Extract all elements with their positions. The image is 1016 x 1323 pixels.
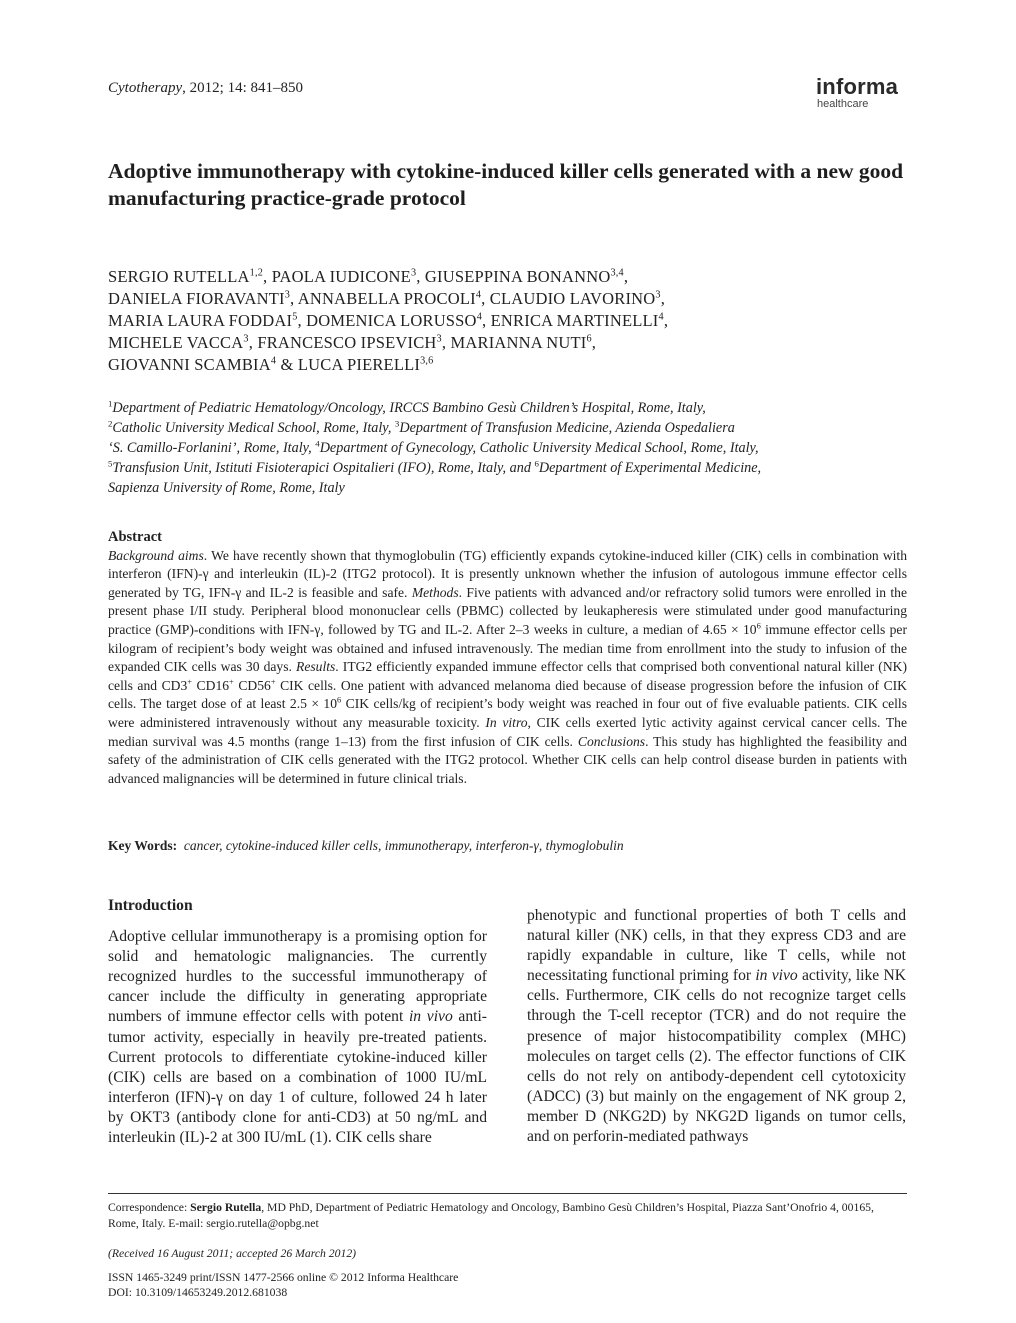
logo-sub-text: healthcare [817, 98, 869, 110]
introduction-paragraph-1-continued: phenotypic and functional properties of both T cells and natural killer (NK) cells, in that they express CD3 and are rapidly expandable in culture, like T cells, while not necessitating functional priming for in vivo activity, like NK cells. Furthermore, CIK cells do not recognize target cells through the T-cell receptor (TCR) and do not require the presence of major histocompatibility complex (MHC) molecules on target cells (2). The effector functions of CIK cells do not rely on antibody-dependent cell cytotoxicity (ADCC) (3) but mainly on the engagement of NK group 2, member D (NKG2D) by NKG2D ligands on tumor cells, and on perforin-mediated pathways [527, 907, 906, 1146]
author-list: SERGIO RUTELLA$^{1,2}$, PAOLA IUDICONE$^3$, GIUSEPPINA BONANNO$^{3,4}$, DANIELA FIORAVANTI$^3$, ANNABELLA PROCOLI$^4$, CLAUDIO LAVORINO$^3$, MARIA LAURA FODDAI$^5$, DOMENICA LORUSSO$^4$, ENRICA MARTINELLI$^4$, MICHELE VACCA$^3$, FRANCESCO IPSEVICH$^3$, MARIANNA NUTI$^6$, GIOVANNI SCAMBIA$^4$ & LUCA PIERELLI$^{3,6}$ [108, 267, 669, 374]
keywords-label: Key Words: [108, 838, 178, 853]
abstract [108, 528, 907, 788]
journal-name: Cytotherapy [108, 80, 183, 96]
logo-main-text: informa [816, 74, 899, 99]
publication-info [108, 1270, 458, 1300]
footnote-divider [108, 1193, 907, 1194]
journal-volume-pages: , 2012; 14: 841–850 [182, 80, 303, 96]
article-title: Adoptive immunotherapy with cytokine-induced killer cells generated with a new good manufacturing practice-grade protocol [108, 159, 904, 210]
affiliations: $^1$Department of Pediatric Hematology/Oncology, IRCCS Bambino Gesù Children’s Hospital, Rome, Italy, $^2$Catholic University Medical School, Rome, Italy, $^3$Department of Transfusion Medicine, Azienda Ospedaliera ‘S. Camillo-Forlanini’, Rome, Italy, $^4$Department of Gynecology, Catholic University Medical School, Rome, Italy, $^5$Transfusion Unit, Istituti Fisioterapici Ospitalieri (IFO), Rome, Italy, and $^6$Department of Experimental Medicine, Sapienza University of Rome, Rome, Italy [108, 398, 762, 496]
correspondence-note: Correspondence: Sergio Rutella, MD PhD, Department of Pediatric Hematology and Oncology, Bambino Gesù Children’s Hospital, Piazza Sant’Onofrio 4, 00165, Rome, Italy. E-mail: sergio.rutella@opbg.net [108, 1201, 874, 1230]
section-heading-introduction: Introduction [108, 897, 193, 914]
abstract-body: Background aims. We have recently shown that thymoglobulin (TG) efficiently expands cytokine-induced killer (CIK) cells in combination with interferon (IFN)-γ and interleukin (IL)-2 (ITG2 protocol). It is presently unknown whether the infusion of autologous immune effector cells generated by TG, IFN-γ and IL-2 is feasible and safe. Methods. Five patients with advanced and/or refractory solid tumors were enrolled in the present phase I/II study. Peripheral blood mononuclear cells (PBMC) collected by leukapheresis were stimulated under good manufacturing practice (GMP)-conditions with IFN-γ, followed by TG and IL-2. After 2–3 weeks in culture, a median of $4.65 \times 10^6$ immune effector cells per kilogram of recipient’s body weight was obtained and infused intravenously. The median time from enrollment into the study to infusion of the expanded CIK cells was 30 days. Results. ITG2 efficiently expanded immune effector cells that comprised both conventional natural killer (NK) cells and CD3+ CD16+ CD56+ CIK cells. One patient with advanced melanoma died because of disease progression before the infusion of CIK cells. The target dose of at least $2.5 \times 10^6$ CIK cells/kg of recipient’s body weight was reached in four out of five evaluable patients. CIK cells were administered intravenously without any measurable toxicity. In vitro, CIK cells exerted lytic activity against cervical cancer cells. The median survival was 4.5 months (range 1–13) from the first infusion of CIK cells. Conclusions. This study has highlighted the feasibility and safety of the administration of CIK cells generated with the ITG2 protocol. Whether CIK cells can help control disease burden in patients with advanced malignancies will be determined in future clinical trials. [108, 547, 907, 786]
body-column-left [108, 896, 487, 1148]
received-dates: (Received 16 August 2011; accepted 26 March 2012) [108, 1247, 357, 1260]
publisher-logo [816, 76, 898, 111]
keywords-value: cancer, cytokine-induced killer cells, immunotherapy, interferon-γ, thymoglobulin [183, 838, 624, 853]
doi-line: DOI: 10.3109/14653249.2012.681038 [108, 1286, 288, 1299]
introduction-paragraph-1: Adoptive cellular immunotherapy is a promising option for solid and hematologic malignancies. The currently recognized hurdles to the successful immunotherapy of cancer include the difficulty in generating appropriate numbers of immune effector cells with potent in vivo anti-tumor activity, especially in heavily pre-treated patients. Current protocols to differentiate cytokine-induced killer (CIK) cells are based on a combination of 1000 IU/mL interferon (IFN)-γ on day 1 of culture, followed 24 h later by OKT3 (antibody clone for anti-CD3) at 50 ng/mL and interleukin (IL)-2 at 300 IU/mL (1). CIK cells share [108, 928, 487, 1147]
body-column-right [527, 906, 906, 1147]
journal-citation [108, 80, 303, 97]
keywords [108, 838, 908, 854]
issn-line: ISSN 1465-3249 print/ISSN 1477-2566 online © 2012 Informa Healthcare [108, 1271, 459, 1284]
abstract-heading: Abstract [108, 529, 162, 545]
